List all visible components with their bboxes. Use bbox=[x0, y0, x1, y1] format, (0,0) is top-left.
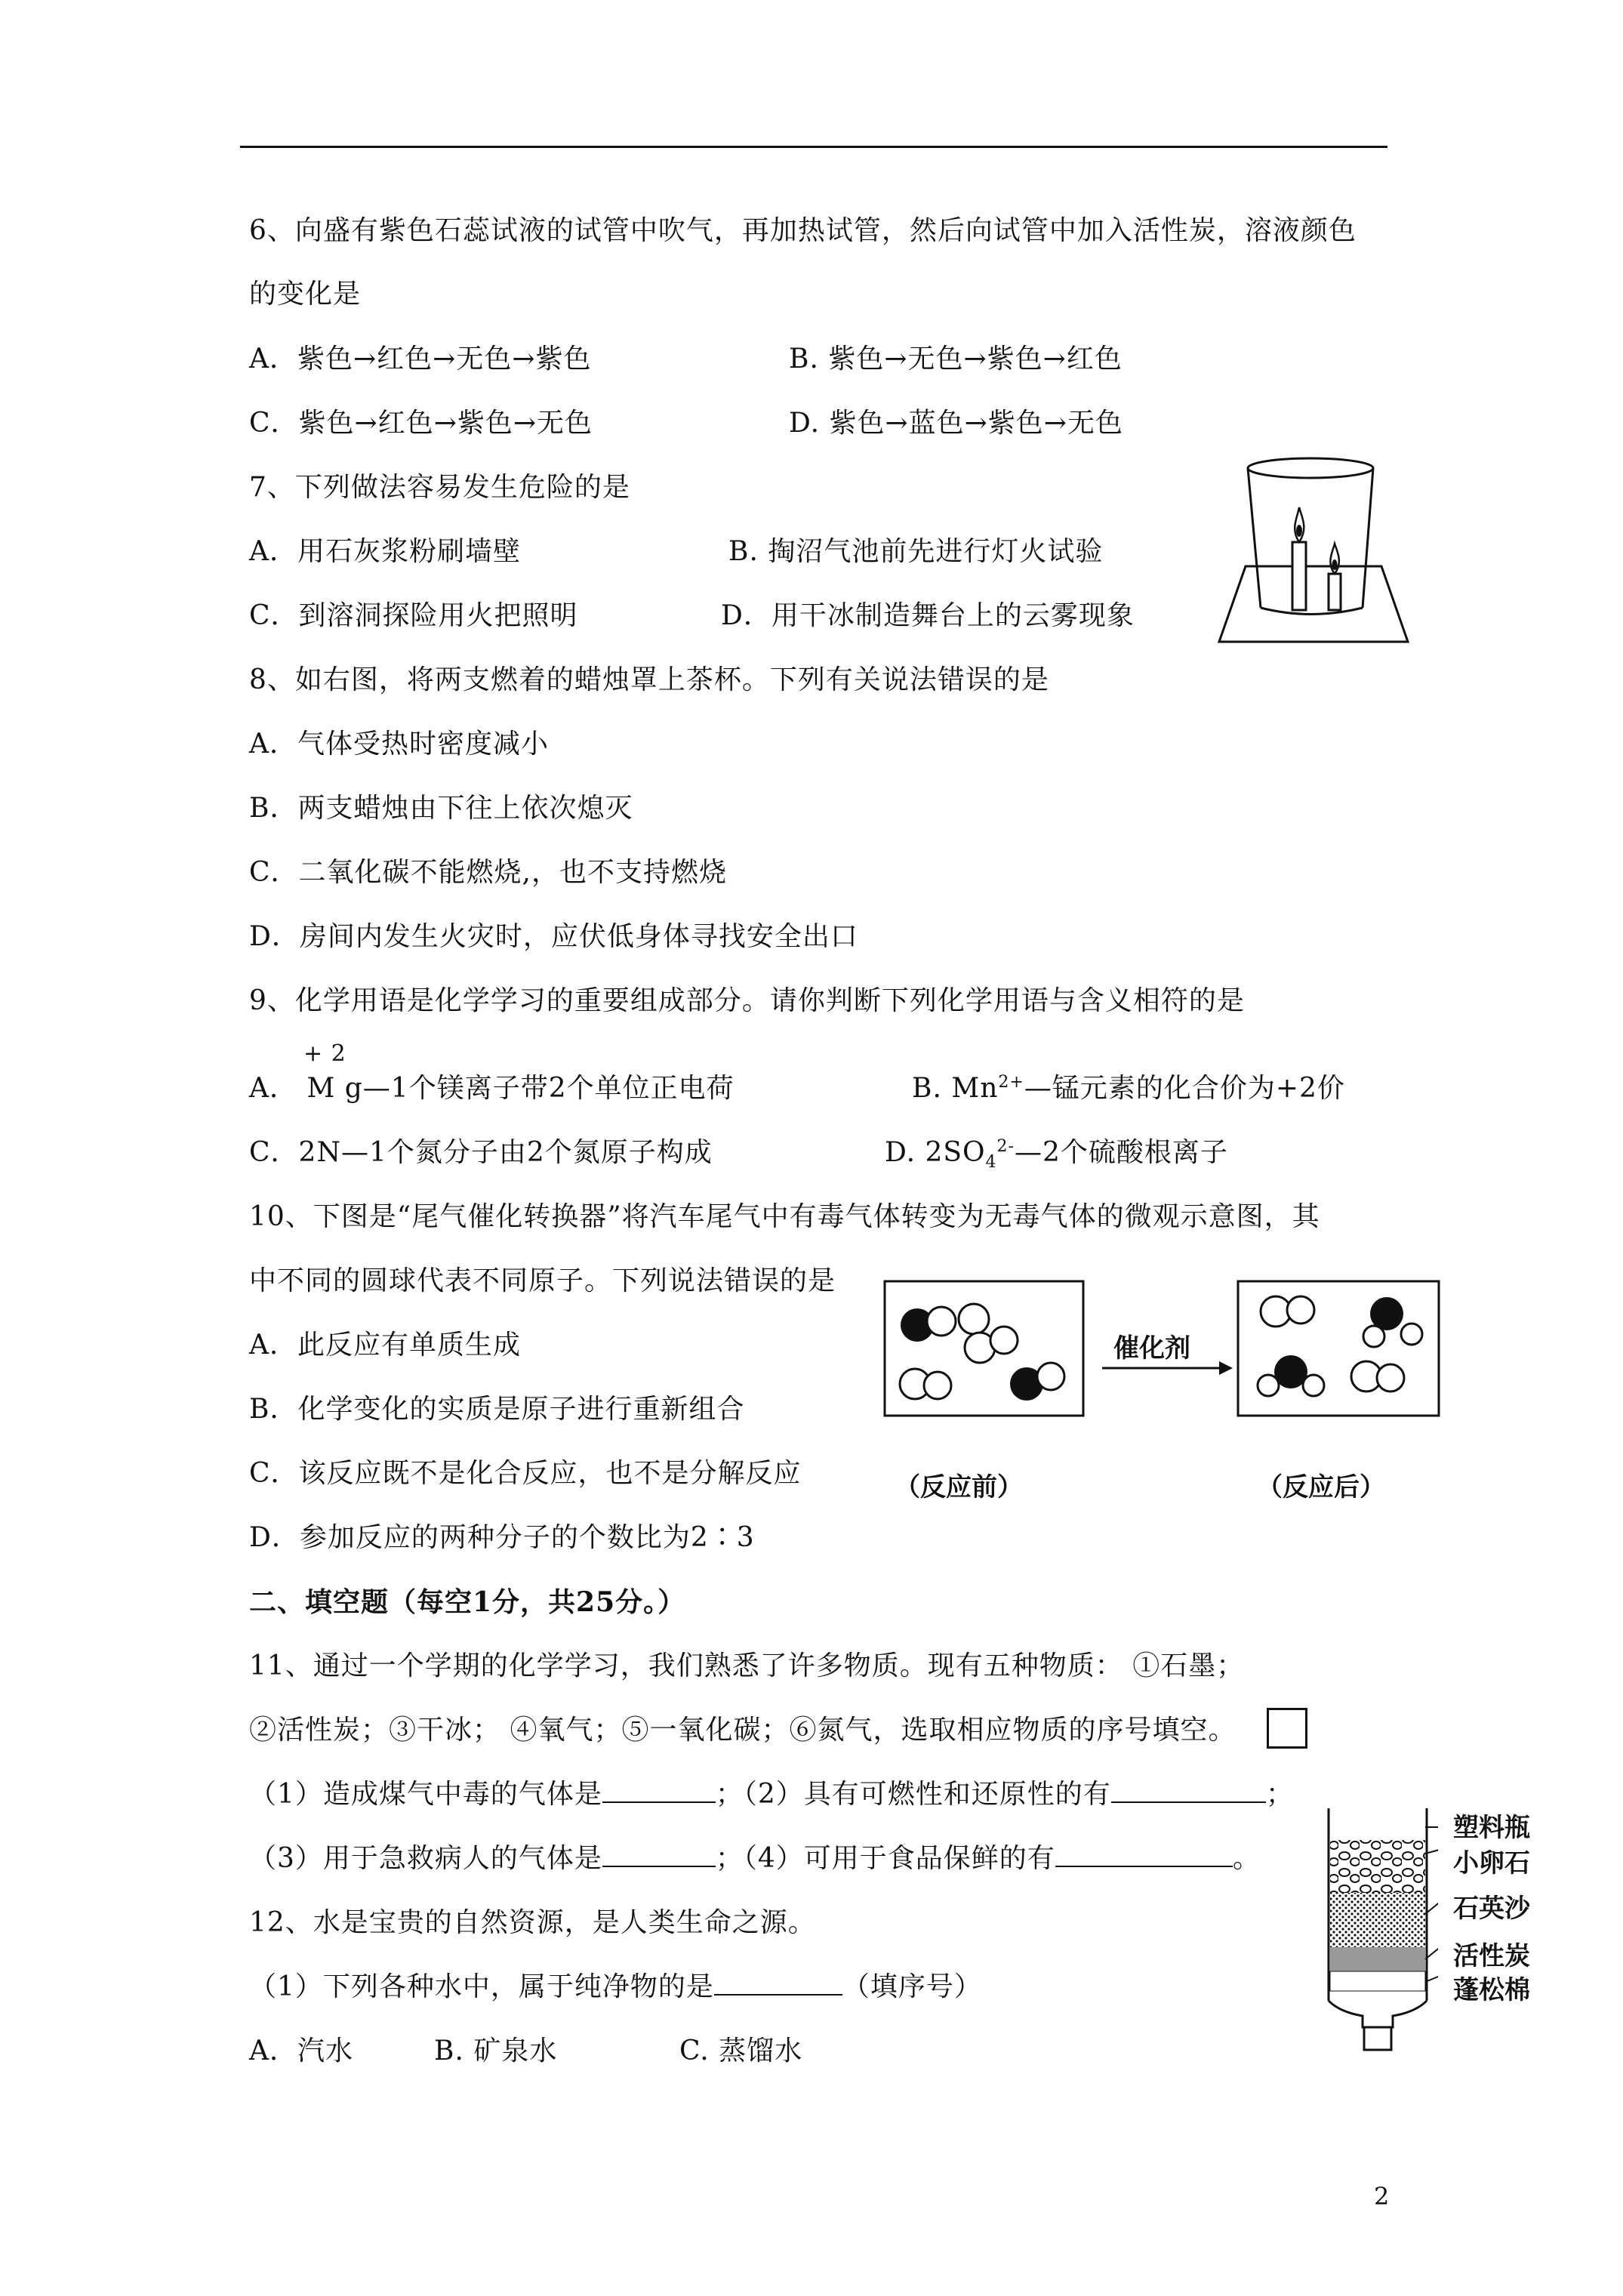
candle-cup-figure bbox=[1212, 453, 1415, 646]
q11-p4-label: ；（4）可用于食品保鲜的有 bbox=[715, 1843, 1055, 1874]
filter-label-bottle: 塑料瓶 bbox=[1453, 1813, 1530, 1843]
q11-line4-end: 。 bbox=[1232, 1843, 1261, 1874]
q6-stem-line1: 6、向盛有紫色石蕊试液的试管中吹气，再加热试管，然后向试管中加入活性炭，溶液颜色 bbox=[249, 215, 1357, 246]
q8-option-a: A．气体受热时密度减小 bbox=[249, 729, 549, 760]
q7-option-c: C．到溶洞探险用火把照明 bbox=[249, 600, 578, 631]
q6-option-a: A．紫色→红色→无色→紫色 bbox=[249, 344, 592, 374]
page-number: 2 bbox=[1374, 2182, 1390, 2211]
q11-answer-4[interactable] bbox=[1055, 1843, 1233, 1867]
q10-stem-line1: 10、下图是“尾气催化转换器”将汽车尾气中有毒气体转变为无毒气体的微观示意图，其 bbox=[249, 1201, 1320, 1232]
catalyst-label: 催化剂 bbox=[1113, 1333, 1190, 1364]
before-label: （反应前） bbox=[895, 1472, 1023, 1502]
q8-option-c: C．二氧化碳不能燃烧,，也不支持燃烧 bbox=[249, 857, 727, 888]
water-filter-figure bbox=[1317, 1801, 1438, 2057]
q12-option-a: A．汽水 bbox=[249, 2036, 353, 2066]
filter-label-pebble: 小卵石 bbox=[1453, 1848, 1530, 1878]
q6-stem-line2: 的变化是 bbox=[249, 279, 362, 310]
q9-d-symbol: D. 2SO bbox=[885, 1137, 986, 1168]
q9-d-charge: 2- bbox=[996, 1137, 1015, 1156]
q10-stem-line2: 中不同的圆球代表不同原子。下列说法错误的是 bbox=[249, 1265, 836, 1296]
q11-stem-line2: ②活性炭；③干冰； ④氧气；⑤一氧化碳；⑥氮气，选取相应物质的序号填空。 bbox=[249, 1715, 1236, 1746]
q12-answer-1[interactable] bbox=[714, 1971, 842, 1996]
q9-a-symbol: A． M g bbox=[249, 1073, 363, 1104]
filter-label-sand: 石英沙 bbox=[1453, 1894, 1530, 1924]
q9-d-text: —2个硫酸根离子 bbox=[1014, 1137, 1228, 1168]
q9-b-symbol: B. Mn bbox=[912, 1073, 999, 1104]
q9-b-charge: 2+ bbox=[998, 1073, 1024, 1092]
q11-answer-1[interactable] bbox=[602, 1779, 716, 1803]
filter-label-carbon: 活性炭 bbox=[1453, 1941, 1530, 1971]
q7-option-d: D．用干冰制造舞台上的云雾现象 bbox=[721, 600, 1135, 631]
q11-p3-label: （3）用于急救病人的气体是 bbox=[249, 1843, 602, 1874]
q12-option-b: B. 矿泉水 bbox=[434, 2036, 558, 2066]
q12-p1-label: （1）下列各种水中，属于纯净物的是 bbox=[249, 1971, 714, 2002]
q9-b-text: —锰元素的化合价为+2价 bbox=[1024, 1073, 1345, 1104]
after-label: （反应后） bbox=[1257, 1472, 1385, 1502]
q12-stem: 12、水是宝贵的自然资源，是人类生命之源。 bbox=[249, 1907, 816, 1938]
q9-option-b bbox=[912, 1071, 1345, 1107]
q11-line3 bbox=[249, 1777, 1294, 1813]
q11-p1-label: （1）造成煤气中毒的气体是 bbox=[249, 1779, 602, 1810]
empty-box bbox=[1267, 1708, 1307, 1749]
q9-option-d bbox=[885, 1135, 1228, 1171]
q11-answer-2[interactable] bbox=[1111, 1779, 1266, 1803]
top-rule bbox=[240, 146, 1387, 148]
q6-option-c: C．紫色→红色→紫色→无色 bbox=[249, 408, 593, 439]
q9-stem: 9、化学用语是化学学习的重要组成部分。请你判断下列化学用语与含义相符的是 bbox=[249, 985, 1245, 1016]
q11-p2-label: ；（2）具有可燃性和还原性的有 bbox=[715, 1779, 1111, 1810]
q8-stem: 8、如右图，将两支燃着的蜡烛罩上茶杯。下列有关说法错误的是 bbox=[249, 664, 1049, 695]
q9-a-valence: + 2 bbox=[303, 1040, 346, 1067]
q9-option-a bbox=[249, 1071, 735, 1107]
q6-option-b: B. 紫色→无色→紫色→红色 bbox=[789, 344, 1123, 374]
q8-option-b: B．两支蜡烛由下往上依次熄灭 bbox=[249, 793, 633, 824]
q11-answer-3[interactable] bbox=[602, 1843, 716, 1867]
q12-p1-hint: （填序号） bbox=[842, 1971, 982, 2002]
q9-option-c: C．2N—1个氮分子由2个氮原子构成 bbox=[249, 1137, 713, 1168]
q11-line4 bbox=[249, 1841, 1261, 1877]
q10-option-c: C．该反应既不是化合反应，也不是分解反应 bbox=[249, 1458, 802, 1489]
q6-option-d: D. 紫色→蓝色→紫色→无色 bbox=[789, 408, 1123, 439]
q12-line2 bbox=[249, 1969, 982, 2005]
q7-option-a: A．用石灰浆粉刷墙壁 bbox=[249, 536, 521, 567]
q10-option-a: A．此反应有单质生成 bbox=[249, 1330, 521, 1361]
q11-stem-line1: 11、通过一个学期的化学学习，我们熟悉了许多物质。现有五种物质： ①石墨； bbox=[249, 1650, 1245, 1681]
filter-label-cotton: 蓬松棉 bbox=[1453, 1975, 1530, 2005]
q9-d-subscript: 4 bbox=[985, 1153, 997, 1173]
q8-option-d: D．房间内发生火灾时，应伏低身体寻找安全出口 bbox=[249, 921, 858, 952]
reaction-diagram bbox=[883, 1280, 1442, 1472]
q9-a-text: —1个镁离子带2个单位正电荷 bbox=[362, 1073, 735, 1104]
q11-line3-end: ； bbox=[1265, 1779, 1294, 1810]
q7-option-b: B. 掏沼气池前先进行灯火试验 bbox=[728, 536, 1104, 567]
section2-title: 二、填空题（每空1分，共25分。） bbox=[249, 1586, 686, 1618]
q10-option-d: D．参加反应的两种分子的个数比为2∶3 bbox=[249, 1522, 755, 1553]
q12-option-c: C. 蒸馏水 bbox=[679, 2036, 803, 2066]
q7-stem: 7、下列做法容易发生危险的是 bbox=[249, 472, 630, 503]
q10-option-b: B．化学变化的实质是原子进行重新组合 bbox=[249, 1394, 745, 1425]
